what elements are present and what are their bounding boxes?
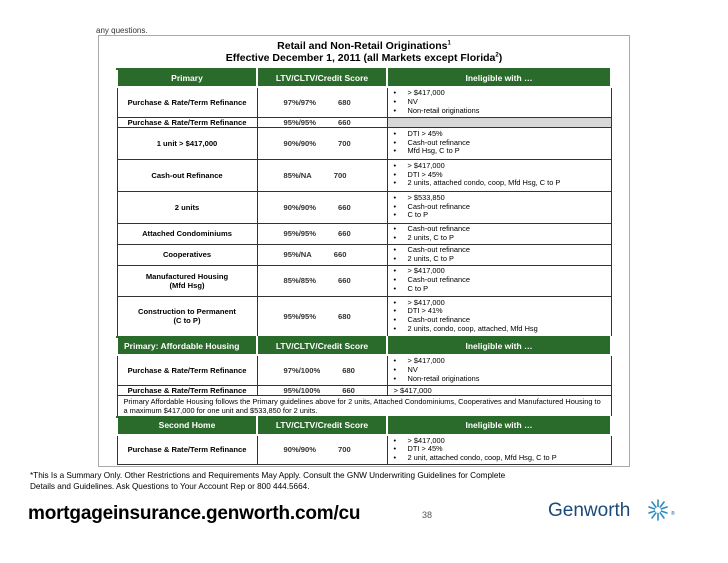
row-category: 2 units [117,191,257,223]
row-ltv: 95%/95% 660 [257,223,387,244]
row-category: Purchase & Rate/Term Refinance [117,435,257,465]
table-row [117,244,611,265]
table-subtitle: Effective December 1, 2011 (all Markets except Florida$^2$) [225,52,503,64]
row-ltv: 95%/100% 660 [257,385,387,395]
row-ineligible: • > $417,000 • DTI > 45% • 2 units, attached condo, coop, Mfd Hsg, C to P [387,159,611,191]
table-note-row [117,395,611,417]
row-ineligible: • > $417,000 • NV • Non-retail originations [387,87,611,117]
header-ineligible: Ineligible with … [387,417,611,435]
row-ltv: 90%/90% 700 [257,127,387,159]
row-category: Construction to Permanent (C to P) [117,296,257,337]
row-ltv: 97%/100% 680 [257,355,387,385]
svg-text:®: ® [671,511,675,517]
header-ineligible: Ineligible with … [387,69,611,87]
row-ineligible: • > $417,000 • DTI > 45% • 2 unit, attached condo, coop, Mfd Hsg, C to P [387,435,611,465]
page-number: 38 [422,510,433,520]
row-category: Purchase & Rate/Term Refinance [117,385,257,395]
row-ineligible: • > $417,000 • DTI > 41% • Cash-out refinance • 2 units, condo, coop, attached, Mfd Hsg [387,296,611,337]
row-category: Cash-out Refinance [117,159,257,191]
row-ineligible: • > $533,850 • Cash-out refinance • C to P [387,191,611,223]
row-ineligible: • > $417,000 • NV • Non-retail originations [387,355,611,385]
row-category: 1 unit > $417,000 [117,127,257,159]
starburst-icon [643,497,679,523]
row-ltv: 90%/90% 700 [257,435,387,465]
row-category: Purchase & Rate/Term Refinance [117,117,257,127]
row-ltv: 95%/95% 680 [257,296,387,337]
affordable-note: Primary Affordable Housing follows the Primary guidelines above for 2 units, Attached Condominiums, Cooperatives and Manufactured Housing to a maximum $417,000 for one unit and $533,850 for 2 units. [117,395,611,417]
table-row [117,223,611,244]
row-ltv: 85%/85% 660 [257,265,387,296]
table-title: Retail and Non-Retail Originations$^1$ [277,40,451,52]
table-row [117,435,611,465]
table-row [117,191,611,223]
row-ineligible-shaded [387,117,611,127]
table-row [117,87,611,117]
row-ltv: 95%/95% 660 [257,117,387,127]
table-row [117,159,611,191]
row-ineligible: > $417,000 [387,385,611,395]
section-header-primary [117,69,611,87]
row-category: Manufactured Housing (Mfd Hsg) [117,265,257,296]
disclaimer-footnote: *This Is a Summary Only. Other Restrictions and Requirements May Apply. Consult the GNW Underwriting Guidelines for Complete Details and Guidelines. Ask Questions to Your Account Rep or 800 444.5664. [30,471,506,491]
section-header-second-home [117,417,611,435]
top-cut-text: any questions. [96,26,148,35]
row-ineligible: • Cash-out refinance • 2 units, C to P [387,223,611,244]
site-url: mortgageinsurance.genworth.com/cu [28,503,361,524]
header-ltv: LTV/CLTV/Credit Score [257,337,387,355]
row-ineligible: • > $417,000 • Cash-out refinance • C to P [387,265,611,296]
row-ltv: 85%/NA 700 [257,159,387,191]
header-category: Primary: Affordable Housing [117,337,257,355]
row-category: Cooperatives [117,244,257,265]
row-ltv: 97%/97% 680 [257,87,387,117]
originations-table [116,68,612,465]
header-ineligible: Ineligible with … [387,337,611,355]
header-ltv: LTV/CLTV/Credit Score [257,69,387,87]
header-category: Primary [117,69,257,87]
row-ineligible: • Cash-out refinance • 2 units, C to P [387,244,611,265]
table-row [117,296,611,337]
table-row [117,127,611,159]
row-category: Purchase & Rate/Term Refinance [117,87,257,117]
table-row [117,265,611,296]
section-header-affordable [117,337,611,355]
logo-text: Genworth [548,500,631,521]
row-ineligible: • DTI > 45% • Cash-out refinance • Mfd Hsg, C to P [387,127,611,159]
table-row [117,117,611,127]
table-row [117,385,611,395]
row-ltv: 95%/NA 660 [257,244,387,265]
table-row [117,355,611,385]
row-category: Attached Condominiums [117,223,257,244]
row-category: Purchase & Rate/Term Refinance [117,355,257,385]
row-ltv: 90%/90% 660 [257,191,387,223]
header-category: Second Home [117,417,257,435]
header-ltv: LTV/CLTV/Credit Score [257,417,387,435]
genworth-logo [548,497,688,525]
